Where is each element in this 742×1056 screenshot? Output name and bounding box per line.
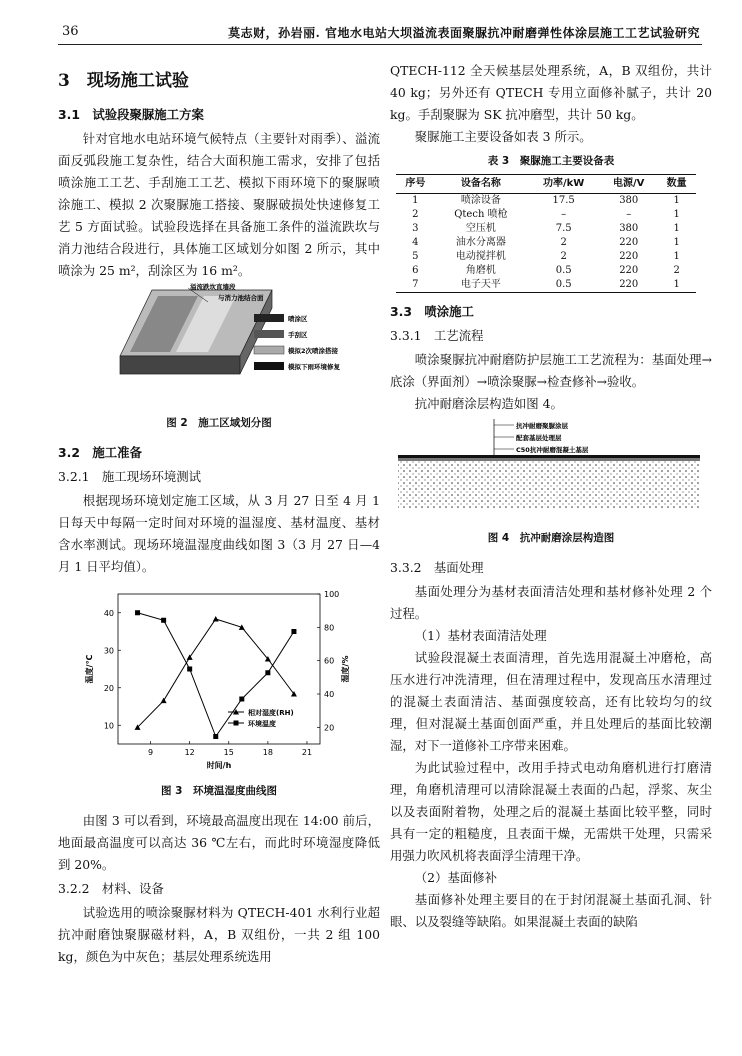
x-tick-label: 21 bbox=[301, 748, 313, 757]
x-tick-label: 9 bbox=[148, 748, 154, 757]
paragraph: 试验选用的喷涂聚脲材料为 QTECH-401 水利行业超抗冲耐磨蚀聚脲磁材料，A，B 双组份，一共 2 组 100 kg，颜色为中灰色；基层处理系统选用 bbox=[58, 905, 380, 964]
temperature-point bbox=[161, 618, 166, 623]
section-3-2-1-title: 3.2.1 施工现场环境测试 bbox=[58, 469, 202, 484]
concrete-layer bbox=[398, 461, 700, 509]
table-row bbox=[396, 208, 696, 222]
series-line-temperature bbox=[138, 613, 294, 737]
equipment-table bbox=[396, 174, 696, 293]
fig4-label-coating: 抗冲耐磨聚脲涂层 bbox=[516, 422, 568, 430]
table-header: 设备名称 bbox=[435, 175, 527, 194]
x-tick-label: 15 bbox=[223, 748, 234, 757]
temperature-point bbox=[291, 629, 296, 634]
table-cell: 0.5 bbox=[527, 278, 600, 293]
legend-label: 相对湿度(RH) bbox=[248, 709, 294, 717]
table-cell: 1 bbox=[673, 237, 680, 248]
legend-swatch-scrape bbox=[254, 330, 284, 338]
running-title: 莫志财，孙岩丽. 官地水电站大坝溢流表面聚脲抗冲耐磨弹性体涂层施工工艺试验研究 bbox=[228, 26, 700, 40]
temperature-point bbox=[239, 697, 244, 702]
table-cell: 220 bbox=[600, 278, 657, 293]
table-cell: 1 bbox=[412, 195, 419, 206]
y-right-tick-label: 80 bbox=[324, 623, 335, 633]
subheading: （2）基面修补 bbox=[414, 870, 498, 885]
section-3-3-1-title: 3.3.1 工艺流程 bbox=[390, 328, 484, 343]
section-3-3-title: 3.3 喷涂施工 bbox=[390, 304, 474, 319]
temperature-humidity-chart bbox=[58, 584, 380, 776]
running-header bbox=[58, 22, 702, 45]
paragraph: QTECH-112 全天候基层处理系统，A，B 双组份，共计 40 kg；另外还有 QTECH 专用立面修补腻子，共计 20 kg。手刮聚脲为 SK 抗冲磨型，共计 50 kg。 bbox=[390, 63, 712, 122]
table-cell: 油水分离器 bbox=[455, 237, 506, 248]
table-row bbox=[396, 236, 696, 250]
plot-frame bbox=[118, 594, 320, 744]
paragraph: 针对官地水电站环境气候特点（主要针对雨季）、溢流面反弧段施工复杂性，结合大面积施工需求，安排了包括喷涂施工工艺、手刮施工工艺、模拟下雨环境下的聚脲喷涂施工、模拟 2 次聚脲施工搭接、聚脲破损处快速修复工艺 5 方面试验。试验段选择在具备施工条件的溢流跌坎与消力池结合段进行，具体施工区域划分如图 2 所示，其中喷涂为 25 m²，刮涂区为 16 m²。 bbox=[58, 131, 380, 278]
fig2-label-top2: 与消力池结合面 bbox=[218, 294, 264, 302]
y-left-tick-label: 10 bbox=[103, 721, 114, 731]
table-cell: 6 bbox=[412, 265, 419, 276]
figure-2 bbox=[58, 282, 380, 408]
construction-area-diagram bbox=[58, 282, 380, 408]
paragraph: 由图 3 可以看到，环境最高温度出现在 14:00 前后，地面最高温度可以高达 36 ℃左右，而此时环境湿度降低到 20%。 bbox=[58, 813, 380, 872]
paragraph: 试验段混凝土表面清理，首先选用混凝土冲磨枪，高压水进行冲洗清理，但在清理过程中，发现高压水清理过的混凝土表面清洁、基面强度较高，还有比较均匀的纹理，但对混凝土基面创面严重，并且处理后的基面比较潮湿，对下一道修补工序带来困难。 bbox=[390, 650, 712, 753]
table-header: 数量 bbox=[657, 175, 696, 194]
legend-swatch-overlap bbox=[254, 346, 284, 354]
legend-rain: 模拟下雨环境修复 bbox=[288, 363, 340, 371]
table-cell: 3 bbox=[412, 223, 419, 234]
y-right-tick-label: 100 bbox=[324, 590, 340, 599]
temperature-point bbox=[187, 667, 192, 672]
fig4-label-concrete: C50抗冲耐磨混凝土基层 bbox=[516, 446, 589, 454]
legend-scrape: 手刮区 bbox=[288, 331, 308, 339]
table-header: 序号 bbox=[396, 175, 435, 194]
table-cell: 220 bbox=[619, 251, 639, 262]
table-cell: 1 bbox=[657, 278, 696, 293]
y-left-tick-label: 30 bbox=[103, 646, 114, 656]
x-tick-label: 18 bbox=[262, 748, 273, 757]
table-row bbox=[396, 264, 696, 278]
figure-4 bbox=[390, 415, 712, 523]
table-cell: 喷涂设备 bbox=[460, 195, 501, 206]
table-cell: 1 bbox=[673, 195, 680, 206]
y-left-tick-label: 20 bbox=[103, 683, 114, 693]
coating-layer bbox=[398, 455, 700, 458]
table-cell: 空压机 bbox=[465, 223, 496, 234]
y-right-tick-label: 40 bbox=[324, 690, 335, 699]
legend-label: 环境温度 bbox=[248, 720, 276, 728]
table-cell: 角磨机 bbox=[465, 265, 496, 276]
table-row bbox=[396, 278, 696, 293]
table-row bbox=[396, 250, 696, 264]
table-cell: 0.5 bbox=[555, 265, 572, 276]
table-cell: 1 bbox=[673, 223, 680, 234]
table-cell: – bbox=[626, 209, 632, 220]
paragraph: 聚脲施工主要设备如表 3 所示。 bbox=[414, 129, 592, 144]
section-3-2-2-title: 3.2.2 材料、设备 bbox=[58, 881, 164, 896]
y-right-axis-label: 湿度/% bbox=[341, 655, 350, 683]
legend-overlap: 模拟2次喷涂搭接 bbox=[288, 347, 339, 355]
table-cell: 1 bbox=[673, 209, 680, 220]
table-cell: 2 bbox=[560, 251, 567, 262]
page-number: 36 bbox=[62, 24, 79, 39]
table-cell: 电动搅拌机 bbox=[455, 251, 506, 262]
section-3-3-2-title: 3.3.2 基面处理 bbox=[390, 560, 484, 575]
section-3-title: 3 现场施工试验 bbox=[58, 71, 189, 91]
temperature-point bbox=[135, 610, 140, 615]
legend-marker-square bbox=[234, 721, 239, 726]
table-cell: 2 bbox=[560, 237, 567, 248]
fig4-label-primer: 配套基层处理层 bbox=[516, 434, 562, 442]
paragraph: 为此试验过程中，改用手持式电动角磨机进行打磨清理，角磨机清理可以清除混凝土表面的凸起，浮浆、灰尘以及表面附着物，处理之后的混凝土基面比较平整，同时具有一定的粗糙度，且表面干燥，无需烘干处理，只需采用强力吹风机将表面浮尘清理干净。 bbox=[390, 760, 712, 863]
legend-swatch-spray bbox=[254, 314, 284, 322]
paragraph: 基面处理分为基材表面清洁处理和基材修补处理 2 个过程。 bbox=[390, 584, 712, 621]
table-cell: Qtech 喷枪 bbox=[454, 209, 508, 220]
table-cell: 电子天平 bbox=[435, 278, 527, 293]
table-cell: 5 bbox=[412, 251, 419, 262]
table-cell: 7 bbox=[396, 278, 435, 293]
figure-3-caption: 图 3 环境温湿度曲线图 bbox=[161, 785, 277, 797]
x-axis-label: 时间/h bbox=[206, 761, 232, 770]
section-3-1-title: 3.1 试验段聚脲施工方案 bbox=[58, 107, 204, 122]
table-header: 电源/V bbox=[600, 175, 657, 194]
figure-4-caption: 图 4 抗冲耐磨涂层构造图 bbox=[487, 532, 615, 544]
table-3-caption: 表 3 聚脲施工主要设备表 bbox=[487, 155, 615, 167]
table-cell: 220 bbox=[619, 237, 639, 248]
table-cell: 1 bbox=[673, 251, 680, 262]
table-cell: 380 bbox=[619, 195, 639, 206]
table-cell: 380 bbox=[619, 223, 639, 234]
figure-3 bbox=[58, 584, 380, 776]
humidity-point bbox=[213, 616, 219, 622]
legend-swatch-rain bbox=[254, 362, 284, 370]
table-cell: 2 bbox=[412, 209, 419, 220]
section-3-2-title: 3.2 施工准备 bbox=[58, 445, 142, 460]
paragraph: 根据现场环境划定施工区域，从 3 月 27 日至 4 月 1 日每天中每隔一定时间对环境的温湿度、基材温度、基材含水率测试。现场环境温湿度曲线如图 3（3 月 27 日—4 月 1 日平均值）。 bbox=[58, 493, 380, 574]
humidity-point bbox=[161, 698, 167, 704]
y-right-tick-label: 20 bbox=[324, 723, 335, 733]
figure-2-caption: 图 2 施工区域划分图 bbox=[166, 417, 272, 429]
humidity-point bbox=[187, 654, 193, 660]
paragraph: 基面修补处理主要目的在于封闭混凝土基面孔洞、针眼、以及裂缝等缺陷。如果混凝土表面的缺陷 bbox=[390, 892, 712, 929]
table-cell: 7.5 bbox=[555, 223, 572, 234]
table-cell: 17.5 bbox=[552, 195, 575, 206]
paragraph: 喷涂聚脲抗冲耐磨防护层施工工艺流程为：基面处理→底涂（界面剂）→喷涂聚脲→检查修补→验收。 bbox=[390, 352, 712, 389]
temperature-point bbox=[265, 670, 270, 675]
table-row bbox=[396, 222, 696, 236]
primer-layer bbox=[398, 458, 700, 461]
table-header-row bbox=[396, 175, 696, 194]
coating-structure-diagram bbox=[390, 415, 712, 523]
y-left-axis-label: 温度/℃ bbox=[85, 654, 94, 684]
table-cell: 2 bbox=[673, 265, 680, 276]
temperature-point bbox=[213, 734, 218, 739]
table-row bbox=[396, 194, 696, 209]
table-cell: 4 bbox=[412, 237, 419, 248]
table-cell: 220 bbox=[619, 265, 639, 276]
right-column bbox=[390, 60, 712, 933]
left-column bbox=[58, 60, 380, 968]
table-header: 功率/kW bbox=[527, 175, 600, 194]
y-left-tick-label: 40 bbox=[103, 608, 114, 618]
x-tick-label: 12 bbox=[184, 748, 195, 757]
legend-spray: 喷涂区 bbox=[288, 315, 308, 323]
table-cell: – bbox=[561, 209, 567, 220]
y-right-tick-label: 60 bbox=[324, 656, 335, 666]
subheading: （1）基材表面清洁处理 bbox=[414, 628, 547, 643]
paragraph: 抗冲耐磨涂层构造如图 4。 bbox=[414, 396, 563, 411]
fig2-label-top1: 溢流跌坎直墙段 bbox=[190, 283, 236, 291]
